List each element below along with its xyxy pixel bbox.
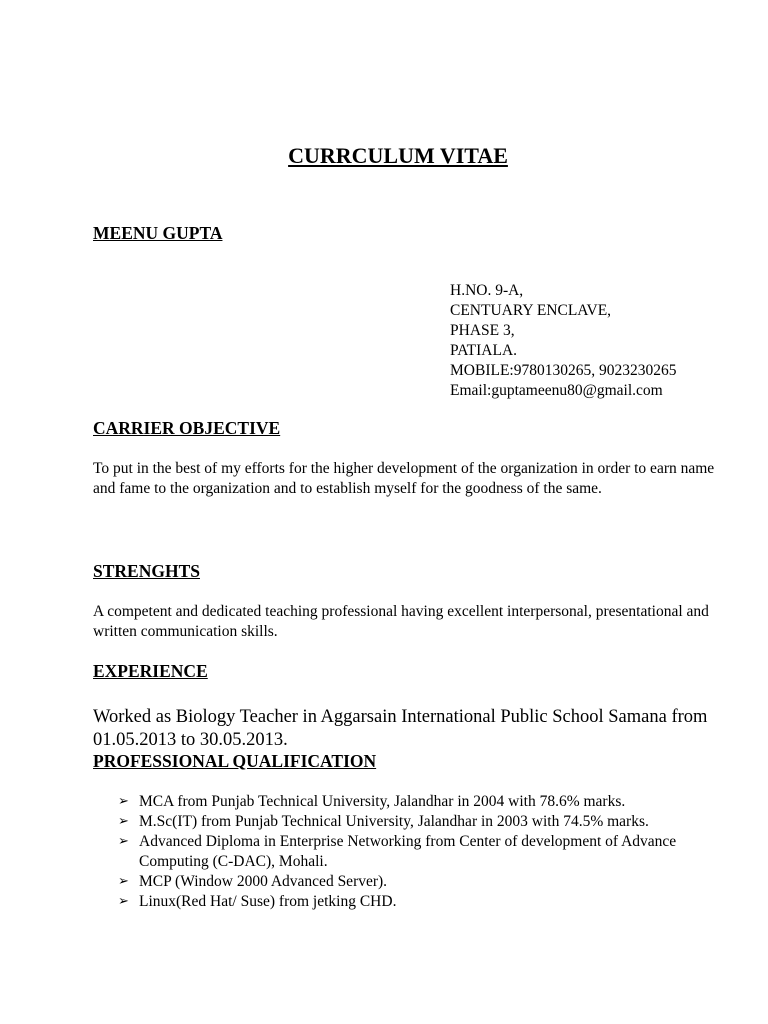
- objective-text: To put in the best of my efforts for the higher development of the organization in order to earn name and fame to the organization and to establish myself for the goodness of the same.: [93, 460, 715, 497]
- arrowhead-bullet-icon: ➢: [118, 814, 129, 829]
- candidate-name: MEENU GUPTA: [93, 223, 223, 243]
- arrowhead-bullet-icon: ➢: [118, 894, 129, 909]
- experience-heading: EXPERIENCE: [93, 661, 208, 681]
- list-item: [118, 812, 728, 832]
- address-line-city: PATIALA.: [450, 342, 518, 359]
- qualification-item-text: MCA from Punjab Technical University, Jalandhar in 2004 with 78.6% marks.: [139, 793, 626, 810]
- strengths-heading: STRENGHTS: [93, 561, 200, 581]
- arrowhead-bullet-icon: ➢: [118, 874, 129, 889]
- address-line-enclave: CENTUARY ENCLAVE,: [450, 302, 612, 319]
- document-title: CURRCULUM VITAE: [288, 143, 508, 168]
- list-item: [118, 792, 728, 812]
- list-item: [118, 892, 728, 912]
- experience-text: Worked as Biology Teacher in Aggarsain International Public School Samana from 01.05.2013 to 30.05.2013.: [93, 707, 708, 750]
- address-line-mobile: MOBILE:9780130265, 9023230265: [450, 362, 677, 379]
- address-line-house: H.NO. 9-A,: [450, 282, 524, 299]
- qualification-item-text: Advanced Diploma in Enterprise Networking from Center of development of Advance Computing (C-DAC), Mohali.: [139, 833, 677, 870]
- qualification-heading: PROFESSIONAL QUALIFICATION: [93, 751, 377, 771]
- list-item: [118, 832, 728, 872]
- qualification-item-text: MCP (Window 2000 Advanced Server).: [139, 873, 388, 890]
- address-line-phase: PHASE 3,: [450, 322, 515, 339]
- address-line-email: Email:guptameenu80@gmail.com: [450, 382, 663, 399]
- qualification-list: [118, 792, 728, 912]
- arrowhead-bullet-icon: ➢: [118, 834, 129, 849]
- strengths-text: A competent and dedicated teaching professional having excellent interpersonal, presentational and written communication skills.: [93, 603, 709, 640]
- qualification-item-text: Linux(Red Hat/ Suse) from jetking CHD.: [139, 893, 397, 910]
- address-block: [450, 281, 676, 401]
- qualification-item-text: M.Sc(IT) from Punjab Technical University, Jalandhar in 2003 with 74.5% marks.: [139, 813, 649, 830]
- objective-heading: CARRIER OBJECTIVE: [93, 418, 281, 438]
- list-item: [118, 872, 728, 892]
- arrowhead-bullet-icon: ➢: [118, 794, 129, 809]
